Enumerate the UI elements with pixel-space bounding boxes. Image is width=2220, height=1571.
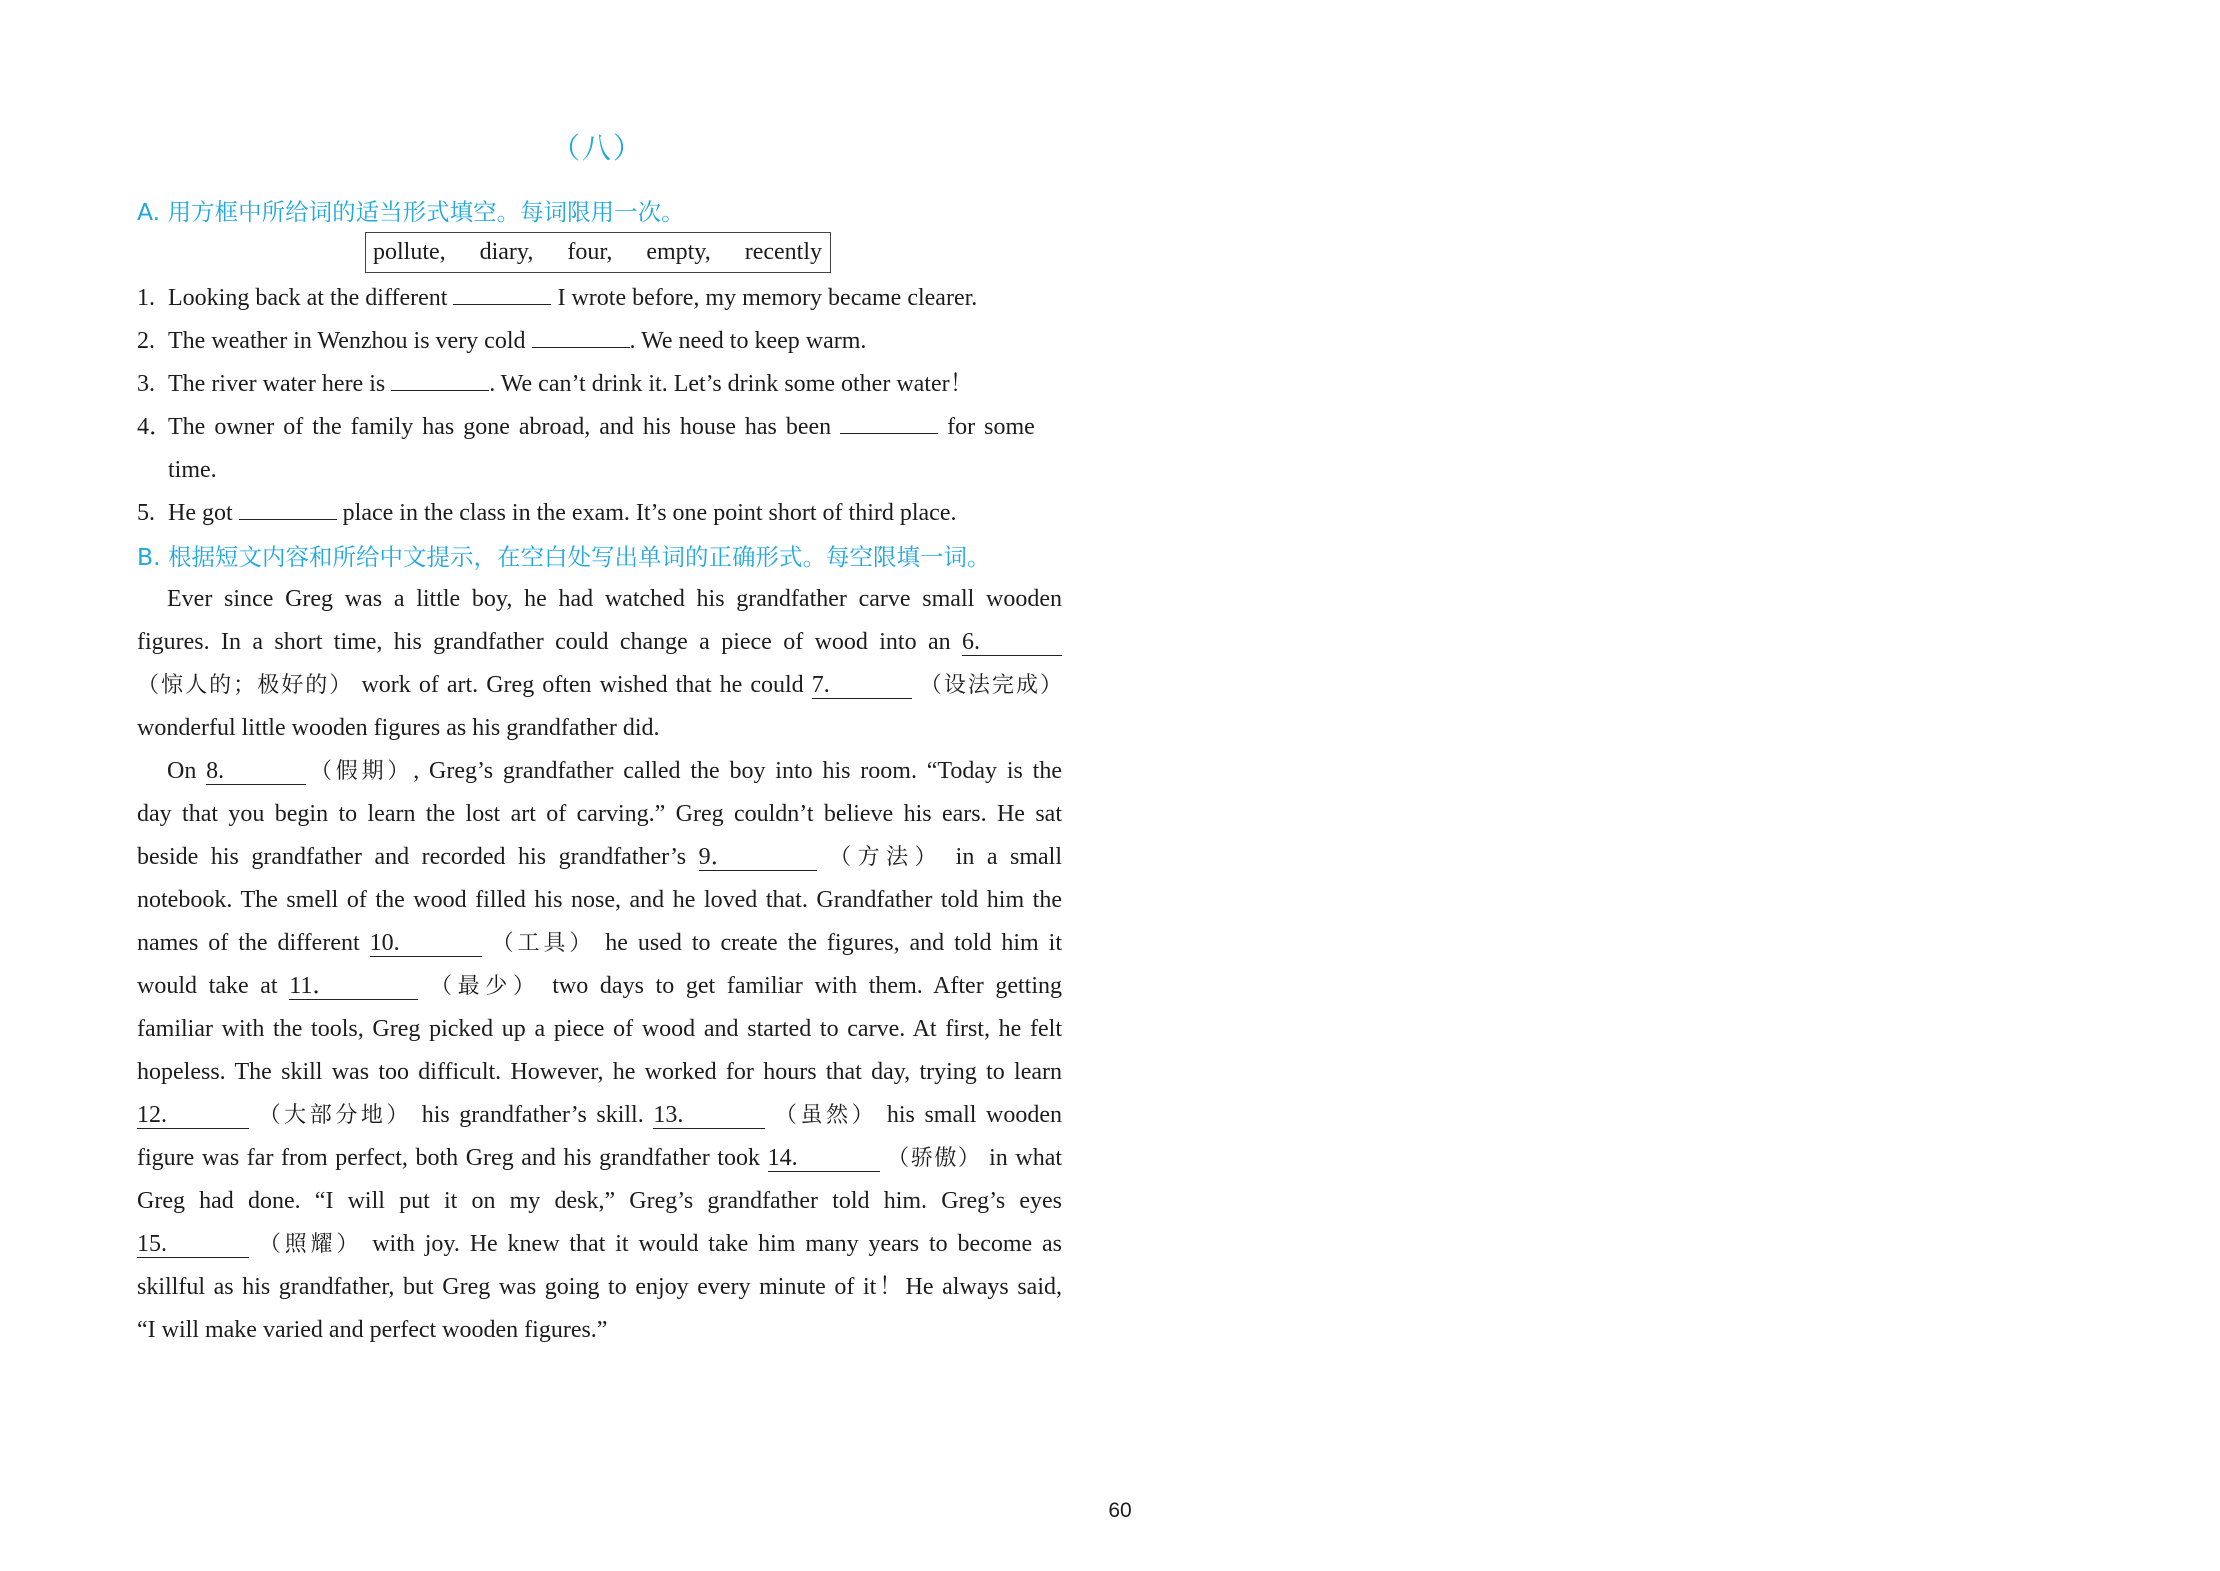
answer-blank-15[interactable]: 15. bbox=[137, 1231, 249, 1258]
passage-line bbox=[137, 842, 1062, 873]
chinese-hint: （最少） bbox=[430, 974, 541, 999]
chinese-hint: （骄傲） bbox=[887, 1146, 982, 1171]
question-5 bbox=[137, 498, 1062, 528]
passage-text: would take at bbox=[137, 973, 278, 999]
question-text: . We can’t drink it. Let’s drink some other water！ bbox=[489, 371, 974, 397]
chinese-hint: （虽然） bbox=[774, 1103, 878, 1128]
passage-line: skillful as his grandfather, but Greg was going to enjoy every minute of it！He always said, bbox=[137, 1274, 1062, 1300]
question-number: 5. bbox=[137, 500, 155, 526]
passage-text: work of art. Greg often wished that he could bbox=[361, 672, 804, 698]
answer-blank[interactable] bbox=[532, 327, 630, 348]
answer-blank-10[interactable]: 10. bbox=[370, 930, 482, 957]
question-4 bbox=[137, 412, 1062, 442]
word-box bbox=[365, 232, 831, 273]
question-number: 1. bbox=[137, 285, 155, 311]
chinese-hint: （工具） bbox=[491, 931, 596, 956]
passage-line: hopeless. The skill was too difficult. However, he worked for hours that day, trying to learn bbox=[137, 1059, 1062, 1085]
chinese-hint: （假期） bbox=[306, 759, 414, 784]
answer-blank-6[interactable]: 6. bbox=[962, 629, 1062, 656]
chinese-hint: （设法完成） bbox=[919, 673, 1063, 698]
chinese-hint: （大部分地） bbox=[258, 1103, 413, 1128]
passage-text: two days to get familiar with them. After getting bbox=[552, 973, 1063, 999]
passage-text: On bbox=[167, 758, 197, 784]
question-text: place in the class in the exam. It’s one point short of third place. bbox=[336, 500, 957, 526]
passage-line: notebook. The smell of the wood filled his nose, and he loved that. Grandfather told him the bbox=[137, 887, 1062, 913]
word-box-item: pollute, bbox=[373, 239, 446, 265]
question-text: The river water here is bbox=[168, 371, 392, 397]
question-2 bbox=[137, 326, 1062, 356]
question-3 bbox=[137, 369, 1062, 399]
word-box-item: empty, bbox=[646, 239, 711, 265]
section-a-heading: A. 用方框中所给词的适当形式填空。每词限用一次。 bbox=[137, 198, 685, 226]
passage-line bbox=[137, 1229, 1062, 1260]
answer-blank[interactable] bbox=[239, 499, 337, 520]
passage-text: his small wooden bbox=[886, 1102, 1063, 1128]
passage-line bbox=[137, 928, 1062, 959]
answer-blank-11[interactable]: 11． bbox=[289, 973, 418, 1000]
page-number: 60 bbox=[1108, 1499, 1132, 1522]
passage-line bbox=[137, 971, 1062, 1002]
passage-text: his grandfather’s skill. bbox=[421, 1102, 644, 1128]
answer-blank-9[interactable]: 9． bbox=[699, 844, 817, 871]
answer-blank[interactable] bbox=[840, 413, 938, 434]
section-b-heading: B. 根据短文内容和所给中文提示，在空白处写出单词的正确形式。每空限填一词。 bbox=[137, 543, 991, 571]
passage-line: “I will make varied and perfect wooden figures.” bbox=[137, 1317, 608, 1343]
passage-text: names of the different bbox=[137, 930, 360, 956]
answer-blank-7[interactable]: 7. bbox=[812, 672, 912, 699]
word-box-item: recently bbox=[744, 239, 822, 265]
question-number: 2. bbox=[137, 328, 155, 354]
page-title: （八） bbox=[550, 131, 644, 165]
question-text: . We need to keep warm. bbox=[629, 328, 867, 354]
answer-blank[interactable] bbox=[453, 284, 551, 305]
question-text: for some bbox=[938, 414, 1035, 440]
passage-line: Greg had done. “I will put it on my desk,” Greg’s grandfather told him. Greg’s eyes bbox=[137, 1188, 1062, 1214]
passage-line bbox=[137, 670, 1062, 701]
question-number: 4． bbox=[137, 414, 173, 440]
passage-line bbox=[137, 627, 1062, 657]
passage-text: figure was far from perfect, both Greg and his grandfather took bbox=[137, 1145, 760, 1171]
passage-text: he used to create the figures, and told him it bbox=[605, 930, 1063, 956]
passage-text: in what bbox=[989, 1145, 1063, 1171]
chinese-hint: （照耀） bbox=[258, 1232, 363, 1257]
passage-line bbox=[137, 1143, 1062, 1174]
passage-line bbox=[167, 756, 1062, 787]
answer-blank-13[interactable]: 13. bbox=[653, 1102, 765, 1129]
question-text: Looking back at the different bbox=[168, 285, 454, 311]
chinese-hint: （惊人的；极好的） bbox=[137, 673, 354, 698]
question-1 bbox=[137, 283, 1062, 313]
question-text: The weather in Wenzhou is very cold bbox=[168, 328, 532, 354]
passage-text: in a small bbox=[955, 844, 1063, 870]
chinese-hint: （方法） bbox=[829, 845, 944, 870]
question-text: He got bbox=[168, 500, 239, 526]
answer-blank[interactable] bbox=[391, 370, 489, 391]
passage-text: , Greg’s grandfather called the boy into his room. “Today is the bbox=[413, 758, 1062, 784]
word-box-item: diary, bbox=[479, 239, 534, 265]
question-text: I wrote before, my memory became clearer. bbox=[551, 285, 978, 311]
answer-blank-12[interactable]: 12. bbox=[137, 1102, 249, 1129]
passage-line: familiar with the tools, Greg picked up a piece of wood and started to carve. At first, he felt bbox=[137, 1016, 1062, 1042]
passage-text: figures. In a short time, his grandfather could change a piece of wood into an bbox=[137, 629, 951, 655]
passage-line: wonderful little wooden figures as his grandfather did. bbox=[137, 715, 660, 741]
passage-text: with joy. He knew that it would take him many years to become as bbox=[372, 1231, 1063, 1257]
word-box-item: four, bbox=[567, 239, 613, 265]
passage-line: Ever since Greg was a little boy, he had watched his grandfather carve small wooden bbox=[167, 586, 1062, 612]
question-number: 3. bbox=[137, 371, 155, 397]
passage-text: beside his grandfather and recorded his grandfather’s bbox=[137, 844, 687, 870]
passage-line bbox=[137, 1100, 1062, 1131]
passage-line: day that you begin to learn the lost art of carving.” Greg couldn’t believe his ears. He sat bbox=[137, 801, 1062, 827]
answer-blank-14[interactable]: 14. bbox=[768, 1145, 880, 1172]
answer-blank-8[interactable]: 8. bbox=[206, 758, 306, 785]
question-4-continued: time. bbox=[168, 457, 217, 483]
question-text: The owner of the family has gone abroad, and his house has been bbox=[168, 414, 841, 440]
